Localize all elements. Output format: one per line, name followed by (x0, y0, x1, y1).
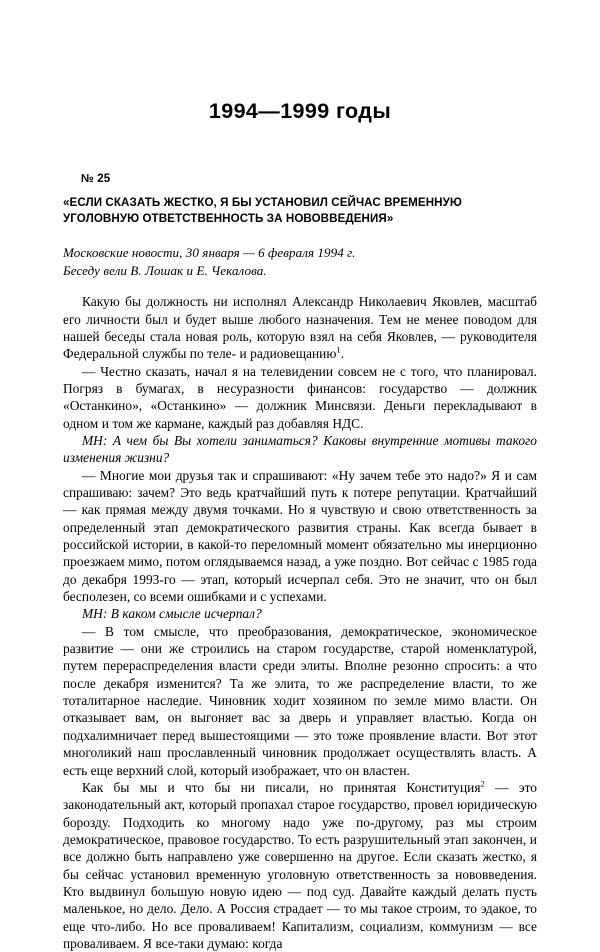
paragraph-question-2: МН: В каком смысле исчерпал? (82, 606, 262, 622)
paragraph-text: Какую бы должность ни исполнял Александр Николаевич Яковлев, масштаб его личности был и будет выше любого назначения. Тем не менее поводом для нашей беседы стала новая роль, которую взял на себя Яковлев, — руководителя Федеральной службы по теле- и радиовещанию (63, 294, 537, 362)
page-content (63, 0, 537, 952)
paragraph-answer-2: — Многие мои друзья так и спрашивают: «Ну зачем тебе это надо?» Я и сам спрашиваю: зачем? Это ведь кратчайший путь к потере репутации. Кратчайший — как прямая между двумя точками. Но я чувствую и свою ответственность за определенный этап демократического развития страны. Как всегда бывает в российской истории, в какой-то переломный момент обязательно мы инерционно проезжаем мимо, потом оглядываемся назад, а уже поздно. Вот сейчас с 1985 года до декабря 1993-го — этап, который исчерпал себя. Это не значит, что он был бесполезен, со всеми ошибками и с успехами. (63, 467, 537, 605)
paragraph-answer-4 (63, 779, 537, 952)
source-attribution (63, 227, 537, 279)
document-number: № 25 (81, 173, 111, 185)
source-publication-line: Московские новости, 30 января — 6 февраля 1994 г. (63, 245, 356, 261)
paragraph-text-after: — это законодательный акт, который пропахал старое государство, провел юридическую борозду. Подходить ко многому надо уже по-другому, раз мы строим демократическое, правовое государство. То есть разрушительный этап закончен, и все должно быть направлено уже совершенно на другое. Если сказать жестко, я бы сейчас установил временную уголовную ответственность за нововведения. Кто выдвинул большую новую идею — под суд. Давайте каждый делать пусть маленькое, но дело. Дело. А Россия страдает — то мы такое строим, то эдакое, то еще что-либо. Но все проваливаем! Капитализм, социализм, коммунизм — все проваливаем. Я все-таки думаю: когда (63, 779, 537, 951)
document-heading: «ЕСЛИ СКАЗАТЬ ЖЕСТКО, Я БЫ УСТАНОВИЛ СЕЙЧАС ВРЕМЕННУЮ УГОЛОВНУЮ ОТВЕТСТВЕННОСТЬ ЗА НОВОВВЕДЕНИЯ» (63, 196, 462, 226)
footnote-marker-2: 2 (480, 778, 485, 789)
article-body (63, 279, 537, 952)
paragraph-question-1: МН: А чем бы Вы хотели заниматься? Каковы внутренние мотивы такого изменения жизни? (63, 432, 537, 466)
paragraph-text-before: Как бы мы и что бы ни писали, но принятая Конституция (82, 779, 481, 795)
footnote-marker-1: 1 (336, 344, 341, 355)
page-title: 1994—1999 годы (208, 99, 392, 123)
paragraph-tail: . (340, 346, 345, 362)
paragraph-intro (63, 293, 537, 362)
paragraph-answer-1: — Честно сказать, начал я на телевидении совсем не с того, что планировал. Погряз в бумагах, в несуразности финансов: государство — должник «Останкино», «Останкино» — должник Минсвязи. Деньги перекладывают в одном и том же кармане, каждый раз добавляя НДС. (63, 363, 537, 431)
paragraph-answer-3: — В том смысле, что преобразования, демократическое, экономическое развитие — они же строились на старом государстве, старой номенклатурой, путем перераспределения власти среди элиты. Вполне резонно спросить: а что после декабря изменится? Та же элита, то же распределение власти, то же тоталитарное наследие. Чиновник ходит хозяином по земле мимо власти. Он отказывает вам, он выгоняет вас за дверь и управляет властью. Когда он подхалимничает перед вышестоящими — это тоже проявление власти. Вот этот многоликий наш прославленный чиновник продолжает осуществлять власть. А есть еще верхний слой, который изображает, что он властен. (63, 623, 537, 778)
source-interviewers-line: Беседу вели В. Лошак и Е. Чекалова. (63, 262, 267, 278)
